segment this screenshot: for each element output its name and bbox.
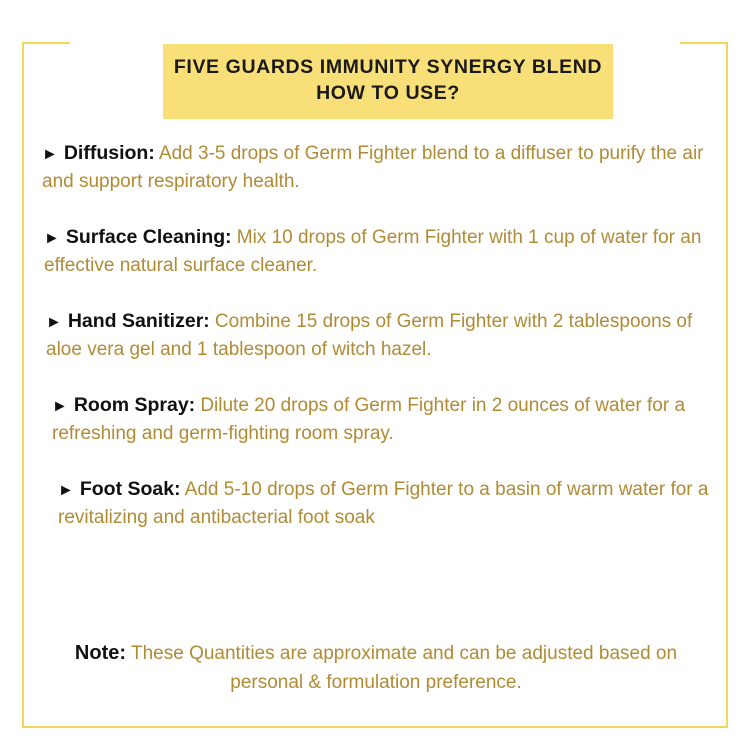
- list-item: [40, 391, 712, 447]
- bullet-icon: ►: [42, 146, 58, 163]
- list-item-label: Foot Soak: [79, 478, 175, 501]
- list-item-label: Diffusion: [63, 142, 149, 164]
- list-item: [40, 475, 712, 531]
- list-item-body: Dilute 20 drops of Germ Fighter in 2 ounces of water for a refreshing and germ-fighting room spray.: [52, 395, 686, 444]
- title-banner: [163, 44, 613, 119]
- bullet-icon: ►: [44, 230, 60, 248]
- list-item-separator: :: [225, 227, 232, 249]
- list-item: [40, 223, 712, 279]
- list-item-text: [58, 475, 712, 531]
- title-line-2: HOW TO USE?: [316, 82, 460, 105]
- list-item-body: Add 5-10 drops of Germ Fighter to a basin of warm water for a revitalizing and antibacterial foot soak: [58, 479, 709, 528]
- list-item-body: Add 3-5 drops of Germ Fighter blend to a diffuser to purify the air and support respiratory health.: [42, 143, 704, 192]
- title-line-1: FIVE GUARDS IMMUNITY SYNERGY BLEND: [173, 56, 603, 78]
- bullet-icon: ►: [58, 482, 74, 500]
- list-item: [40, 139, 712, 195]
- note-text: These Quantities are approximate and can be adjusted based on personal & formulation preference.: [130, 643, 678, 693]
- bullet-icon: ►: [46, 314, 62, 332]
- list-item-label: Hand Sanitizer: [67, 310, 204, 333]
- note-block: [40, 638, 712, 697]
- list-item-separator: :: [174, 479, 181, 501]
- note-separator: :: [119, 642, 127, 664]
- bullet-icon: ►: [52, 398, 68, 416]
- list-item-text: [46, 307, 712, 363]
- list-item-body: Combine 15 drops of Germ Fighter with 2 tablespoons of aloe vera gel and 1 tablespoon of witch hazel.: [46, 311, 693, 360]
- list-item-text: [52, 391, 712, 447]
- list-item-separator: :: [203, 311, 210, 333]
- list-item: [40, 307, 712, 363]
- instructions-list: [40, 120, 712, 559]
- note-label: Note: [74, 642, 120, 664]
- list-item-body: Mix 10 drops of Germ Fighter with 1 cup of water for an effective natural surface cleaner.: [44, 227, 702, 276]
- list-item-label: Surface Cleaning: [65, 226, 226, 249]
- list-item-separator: :: [188, 395, 196, 417]
- list-item-separator: :: [148, 143, 155, 164]
- list-item-text: [44, 223, 712, 279]
- list-item-label: Room Spray: [73, 394, 189, 417]
- list-item-text: [42, 139, 712, 195]
